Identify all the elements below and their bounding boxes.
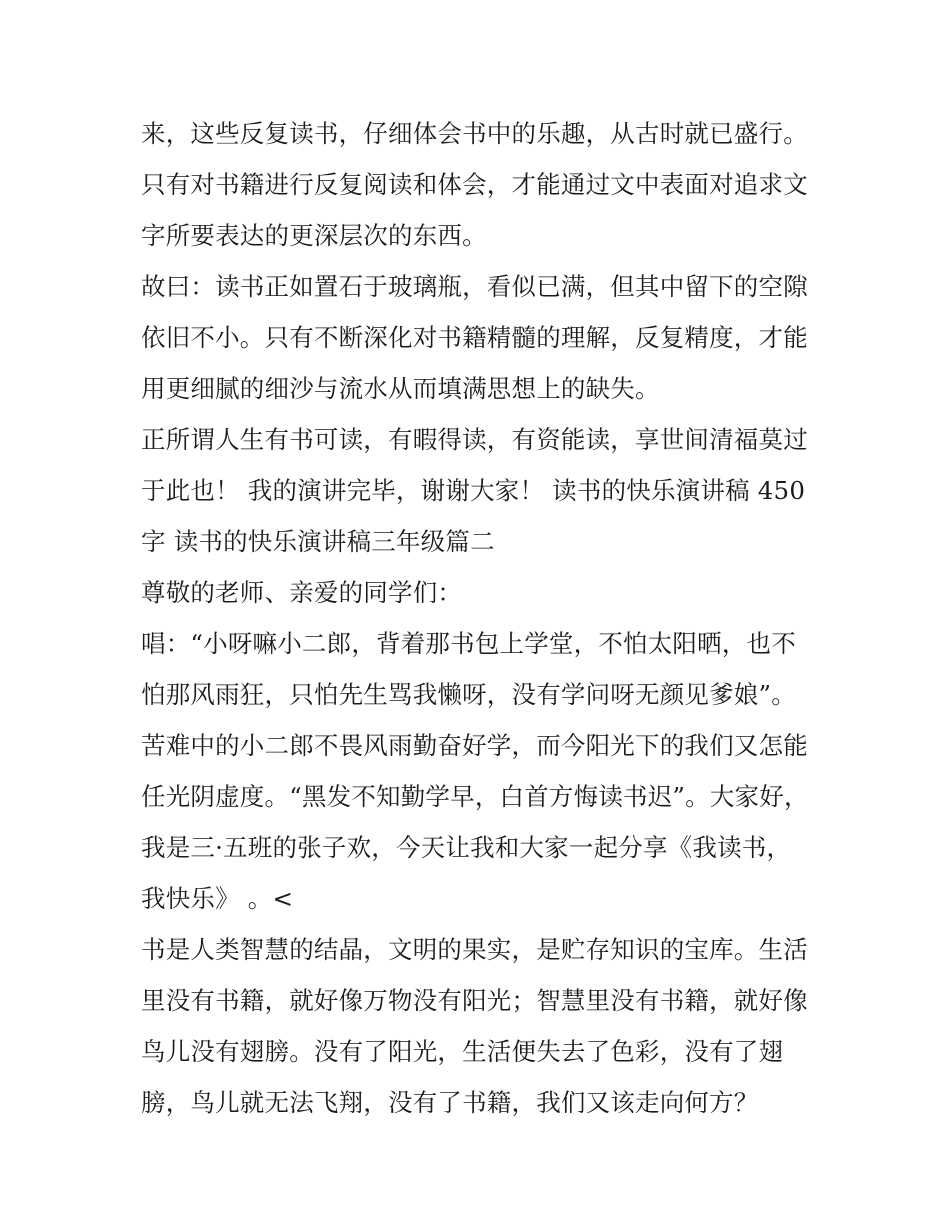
text-line: 我是三·五班的张子欢，今天让我和大家一起分享《我读书， [141, 833, 792, 862]
text-line: 正所谓人生有书可读，有暇得读，有资能读，享世间清福莫过 [141, 425, 808, 454]
text-line: 里没有书籍，就好像万物没有阳光；智慧里没有书籍，就好像 [141, 986, 808, 1015]
text-line: 字所要表达的更深层次的东西。 [141, 221, 487, 250]
text-line: 依旧不小。只有不断深化对书籍精髓的理解，反复精度，才能 [141, 323, 808, 352]
text-line: 于此也！ 我的演讲完毕，谢谢大家！ 读书的快乐演讲稿 450 [141, 476, 806, 505]
text-line: 鸟儿没有翅膀。没有了阳光，生活便失去了色彩，没有了翅 [141, 1037, 784, 1066]
text-line: 用更细腻的细沙与流水从而填满思想上的缺失。 [141, 374, 660, 403]
text-line: 只有对书籍进行反复阅读和体会，才能通过文中表面对追求文 [141, 170, 808, 199]
text-line: 书是人类智慧的结晶，文明的果实，是贮存知识的宝库。生活 [141, 935, 808, 964]
text-line: 唱：“小呀嘛小二郎，背着那书包上学堂，不怕太阳晒，也不 [141, 629, 796, 658]
text-line: 我快乐》 。< [141, 884, 294, 913]
text-line: 字 读书的快乐演讲稿三年级篇二 [141, 527, 495, 556]
text-line: 苦难中的小二郎不畏风雨勤奋好学，而今阳光下的我们又怎能 [141, 731, 808, 760]
text-line: 膀，鸟儿就无法飞翔，没有了书籍，我们又该走向何方？ [141, 1088, 759, 1117]
body-text [141, 108, 821, 1128]
text-line: 怕那风雨狂，只怕先生骂我懒呀，没有学问呀无颜见爹娘”。 [141, 680, 796, 709]
text-line: 尊敬的老师、亲爱的同学们： [141, 578, 463, 607]
text-line: 故曰：读书正如置石于玻璃瓶，看似已满，但其中留下的空隙 [141, 272, 808, 301]
text-line: 任光阴虚度。“黑发不知勤学早，白首方悔读书迟”。大家好， [141, 782, 809, 811]
text-line: 来，这些反复读书，仔细体会书中的乐趣，从古时就已盛行。 [141, 119, 808, 148]
